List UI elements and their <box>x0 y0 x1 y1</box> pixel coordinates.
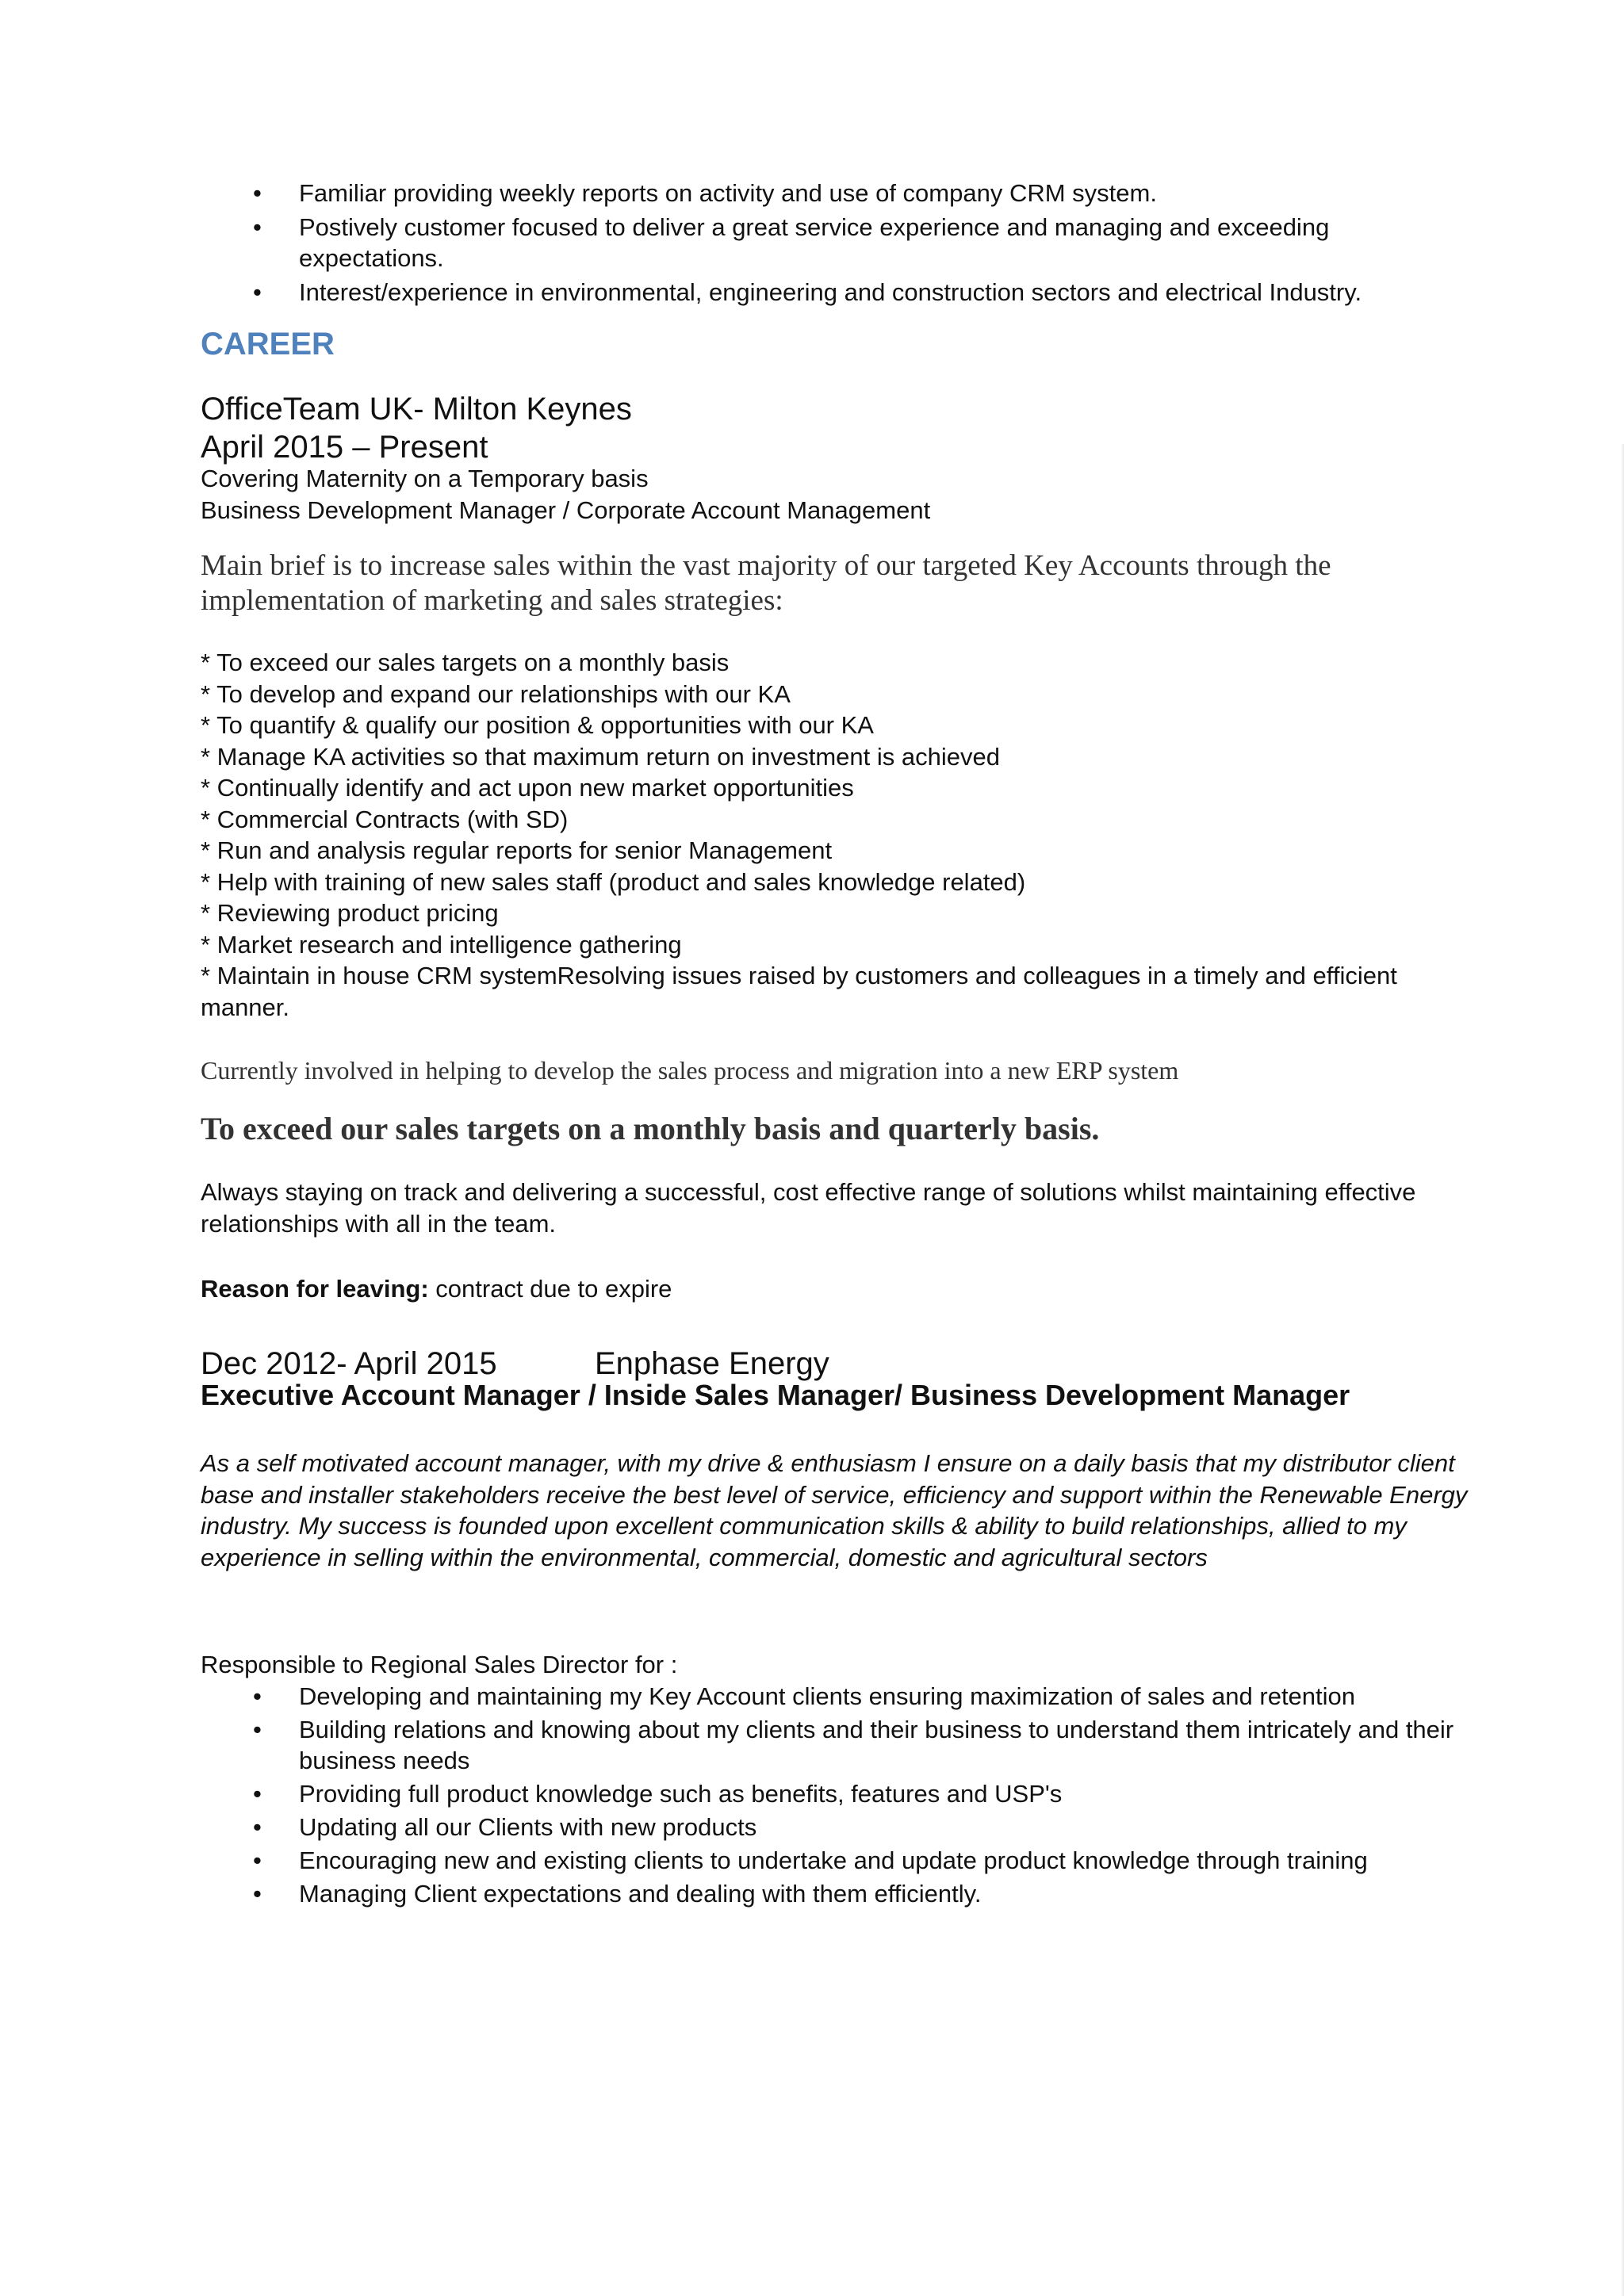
list-item: • Encouraging new and existing clients to undertake and update product knowledge through training <box>253 1846 1368 1874</box>
list-item: * To quantify & qualify our position & opportunities with our KA <box>201 711 874 739</box>
job-summary: As a self motivated account manager, with my drive & enthusiasm I ensure on a daily basis that my distributor client base and installer stakeholders receive the best level of service, efficiency and support within the Renewable Energy industry. My success is founded upon excellent communication skills & ability to build relationships, allied to my experience in selling within the environmental, commercial, domestic and agricultural sectors <box>201 1449 1468 1571</box>
reason-for-leaving <box>201 1273 1477 1305</box>
reason-value: contract due to expire <box>428 1275 672 1303</box>
skills-bullet-list <box>201 178 1477 308</box>
bullet-icon: • <box>253 1813 262 1841</box>
list-item: * Market research and intelligence gathering <box>201 930 682 959</box>
resume-content <box>201 178 1477 1911</box>
list-item: * Maintain in house CRM systemResolving issues raised by customers and colleagues in a timely and efficient manner. <box>201 962 1397 1021</box>
job-company: OfficeTeam UK- Milton Keynes <box>201 392 632 427</box>
bullet-icon: • <box>253 1682 262 1710</box>
on-track-paragraph: Always staying on track and delivering a successful, cost effective range of solutions whilst maintaining effective relationships with all in the team. <box>201 1178 1416 1238</box>
duties-list <box>201 647 1477 1023</box>
list-item: * Reviewing product pricing <box>201 899 499 927</box>
list-item: * Commercial Contracts (with SD) <box>201 805 569 833</box>
list-item: • Updating all our Clients with new products <box>253 1813 757 1841</box>
job-brief: Main brief is to increase sales within the vast majority of our targeted Key Accounts through the implementation of marketing and sales strategies: <box>201 549 1331 617</box>
page-edge-shadow <box>1621 444 1624 2296</box>
list-item: • Interest/experience in environmental, engineering and construction sectors and electrical Industry. <box>253 278 1362 306</box>
list-item: * Help with training of new sales staff (product and sales knowledge related) <box>201 867 1026 896</box>
list-item: • Familiar providing weekly reports on activity and use of company CRM system. <box>253 179 1157 207</box>
list-item: • Managing Client expectations and dealing with them efficiently. <box>253 1880 982 1908</box>
list-item: * Manage KA activities so that maximum return on investment is achieved <box>201 742 1000 771</box>
career-heading: CAREER <box>201 327 335 362</box>
target-statement: To exceed our sales targets on a monthly basis and quarterly basis. <box>201 1111 1100 1146</box>
bullet-icon: • <box>253 278 262 306</box>
bullet-icon: • <box>253 213 262 241</box>
list-item: • Postively customer focused to deliver a great service experience and managing and exceeding expectations. <box>253 213 1330 272</box>
list-item: • Developing and maintaining my Key Account clients ensuring maximization of sales and retention <box>253 1682 1356 1710</box>
list-item: • Providing full product knowledge such as benefits, features and USP's <box>253 1780 1063 1808</box>
responsibilities-list <box>201 1681 1477 1909</box>
bullet-icon: • <box>253 1716 262 1743</box>
bullet-icon: • <box>253 1780 262 1808</box>
job-title: Executive Account Manager / Inside Sales Manager/ Business Development Manager <box>201 1379 1350 1411</box>
reason-label: Reason for leaving: <box>201 1275 429 1303</box>
bullet-icon: • <box>253 1846 262 1874</box>
list-item: * To exceed our sales targets on a monthly basis <box>201 649 730 676</box>
job-cover-note: Covering Maternity on a Temporary basis <box>201 465 649 492</box>
job-dates: April 2015 – Present <box>201 430 488 465</box>
list-item: * Continually identify and act upon new market opportunities <box>201 774 854 802</box>
responsible-line: Responsible to Regional Sales Director for : <box>201 1651 678 1678</box>
job-officeteam <box>201 390 1477 1305</box>
bullet-icon: • <box>253 1880 262 1908</box>
list-item: * Run and analysis regular reports for senior Management <box>201 836 833 864</box>
job-role: Business Development Manager / Corporate Account Management <box>201 496 931 524</box>
job-enphase <box>201 1345 1477 1909</box>
erp-note: Currently involved in helping to develop the sales process and migration into a new ERP system <box>201 1056 1179 1085</box>
bullet-icon: • <box>253 179 262 207</box>
list-item: • Building relations and knowing about my clients and their business to understand them intricately and their business needs <box>253 1716 1454 1774</box>
job-header-line <box>201 1345 1477 1383</box>
list-item: * To develop and expand our relationships with our KA <box>201 679 791 708</box>
job-company: Enphase Energy <box>595 1346 829 1381</box>
job-dates: Dec 2012- April 2015 <box>201 1346 497 1381</box>
